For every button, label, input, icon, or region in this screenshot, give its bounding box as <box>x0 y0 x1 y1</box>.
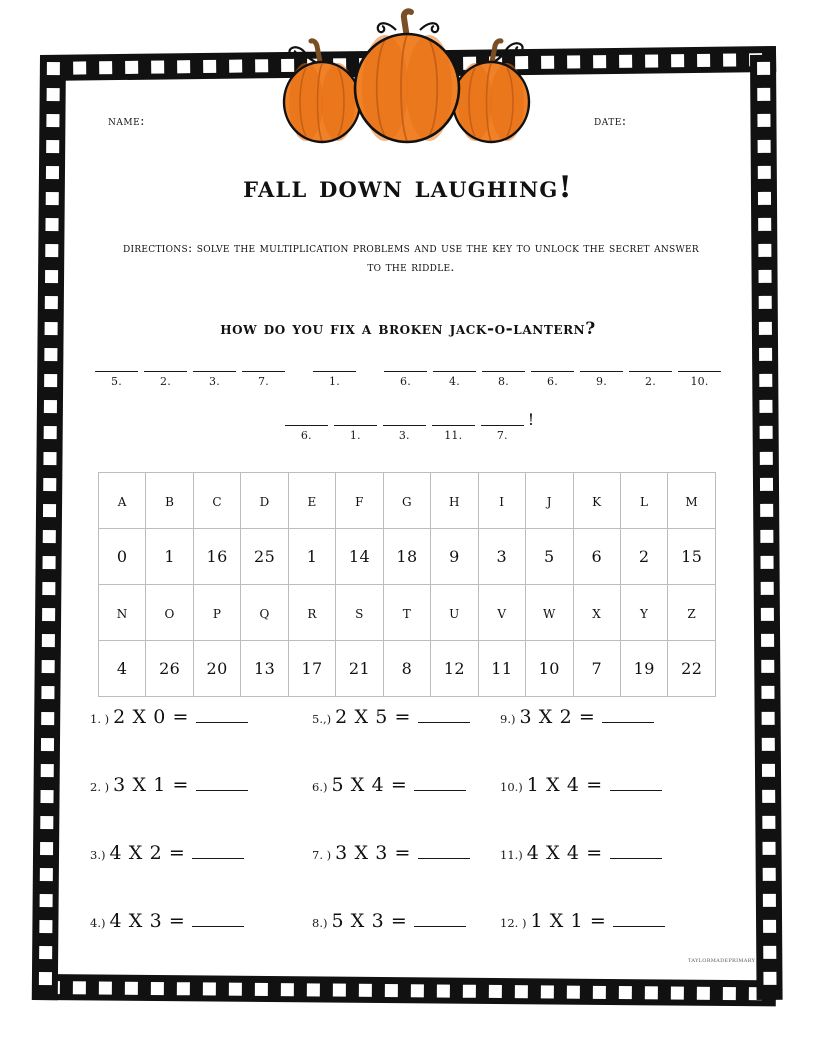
answer-blank-number: 1. <box>329 375 340 388</box>
border-dash <box>44 374 57 387</box>
border-dash <box>43 400 56 413</box>
key-letter-cell: u <box>431 585 478 641</box>
border-dash <box>567 985 580 998</box>
border-dash <box>44 348 57 361</box>
answer-blank-slot[interactable] <box>481 408 524 442</box>
border-dash <box>255 59 268 72</box>
answer-blank-slot[interactable] <box>629 354 672 388</box>
border-dash <box>763 972 776 985</box>
border-dash <box>758 322 771 335</box>
border-dash <box>42 504 55 517</box>
border-dash <box>759 374 772 387</box>
border-dash <box>697 986 710 999</box>
border-dash <box>38 972 51 985</box>
border-dash <box>40 764 53 777</box>
border-dash <box>229 982 242 995</box>
border-dash <box>757 114 770 127</box>
key-letter-cell: y <box>620 585 667 641</box>
border-dash <box>760 582 773 595</box>
problem-expression: 2 X 0 = <box>113 706 190 728</box>
answer-blank-number: 10. <box>690 375 709 388</box>
key-number-cell: 22 <box>668 641 716 697</box>
answer-blank-slot[interactable] <box>482 354 525 388</box>
key-number-cell: 13 <box>241 641 288 697</box>
table-row <box>99 529 716 585</box>
border-edge-bottom <box>40 974 776 1006</box>
problem-item <box>500 910 665 978</box>
border-dash <box>45 270 58 283</box>
problem-answer-blank[interactable] <box>414 775 466 791</box>
border-dash <box>593 55 606 68</box>
problem-item <box>90 842 248 910</box>
border-dash <box>41 660 54 673</box>
border-dash <box>46 88 59 101</box>
problem-item <box>500 706 665 774</box>
border-dash <box>411 984 424 997</box>
answer-blank-slot[interactable] <box>433 354 476 388</box>
border-dash <box>541 985 554 998</box>
border-dash <box>40 790 53 803</box>
answer-blank-number: 11. <box>444 429 463 442</box>
key-number-cell: 17 <box>288 641 335 697</box>
border-dash <box>762 868 775 881</box>
key-letter-cell: a <box>99 473 146 529</box>
border-dash <box>46 140 59 153</box>
problem-column-3 <box>500 706 665 978</box>
name-label: name: <box>108 114 146 129</box>
answer-blank-slot[interactable] <box>95 354 138 388</box>
border-dash <box>44 296 57 309</box>
border-dash <box>757 192 770 205</box>
key-number-cell: 0 <box>99 529 146 585</box>
border-dash <box>762 790 775 803</box>
border-dash <box>39 946 52 959</box>
key-letter-cell: i <box>478 473 525 529</box>
border-dash <box>437 984 450 997</box>
problem-number: 12. ) <box>500 916 527 930</box>
key-letter-cell: s <box>336 585 383 641</box>
directions-text: directions: solve the multiplication problems and use the key to unlock the secret answer to the riddle. <box>122 240 700 275</box>
answer-blank-slot[interactable] <box>678 354 721 388</box>
border-dash <box>762 842 775 855</box>
border-dash <box>203 59 216 72</box>
border-dash <box>761 660 774 673</box>
answer-blank-number: 7. <box>258 375 269 388</box>
worksheet-content <box>76 86 756 966</box>
answer-blank-number: 5. <box>111 375 122 388</box>
problem-column-2 <box>312 706 470 978</box>
key-number-cell: 1 <box>288 529 335 585</box>
border-dash <box>645 986 658 999</box>
border-dash <box>619 54 632 67</box>
border-dash <box>44 322 57 335</box>
problem-number: 8.) <box>312 916 328 930</box>
key-letter-cell: z <box>668 585 716 641</box>
border-dash <box>759 348 772 361</box>
answer-blank-line[interactable] <box>531 354 574 372</box>
answer-blank-slot[interactable] <box>193 354 236 388</box>
credit-text: taylormadeprimary <box>688 956 756 964</box>
exclamation-mark: ! <box>527 410 535 429</box>
answer-blank-number: 6. <box>547 375 558 388</box>
problem-expression: 4 X 3 = <box>109 910 186 932</box>
problem-item <box>312 774 470 842</box>
problem-answer-blank[interactable] <box>610 843 662 859</box>
problem-item <box>90 774 248 842</box>
answer-blank-slot[interactable] <box>285 408 328 442</box>
answer-blank-number: 2. <box>160 375 171 388</box>
problem-number: 7. ) <box>312 848 332 862</box>
border-dash <box>45 244 58 257</box>
table-row <box>99 473 716 529</box>
answer-blank-slot[interactable] <box>144 354 187 388</box>
border-dash <box>151 981 164 994</box>
problem-expression: 3 X 3 = <box>335 842 412 864</box>
border-dash <box>760 556 773 569</box>
answer-blank-number: 1. <box>349 429 361 442</box>
border-dash <box>45 192 58 205</box>
problem-expression: 5 X 4 = <box>331 774 408 796</box>
key-letter-cell: g <box>383 473 430 529</box>
border-dash <box>758 270 771 283</box>
border-dash <box>758 244 771 257</box>
border-dash <box>761 686 774 699</box>
key-number-cell: 1 <box>146 529 193 585</box>
border-dash <box>42 582 55 595</box>
border-dash <box>593 985 606 998</box>
key-number-cell: 20 <box>193 641 240 697</box>
decoder-key-table <box>98 472 716 697</box>
key-letter-cell: m <box>668 473 716 529</box>
key-letter-cell: h <box>431 473 478 529</box>
key-number-cell: 4 <box>99 641 146 697</box>
answer-blank-slot[interactable] <box>580 354 623 388</box>
answer-blank-number: 8. <box>498 375 509 388</box>
border-dash <box>759 400 772 413</box>
answer-blank-number: 7. <box>496 429 508 442</box>
key-letter-cell: x <box>573 585 620 641</box>
key-number-cell: 2 <box>620 529 667 585</box>
border-dash <box>757 62 770 75</box>
border-dash <box>73 981 86 994</box>
key-letter-cell: l <box>620 473 667 529</box>
answer-blank-number: 4. <box>449 375 460 388</box>
border-dash <box>359 983 372 996</box>
problem-item <box>500 774 665 842</box>
border-dash <box>671 54 684 67</box>
key-letter-cell: j <box>526 473 573 529</box>
border-dash <box>759 478 772 491</box>
key-letter-cell: c <box>193 473 240 529</box>
key-letter-cell: p <box>193 585 240 641</box>
border-dash <box>45 218 58 231</box>
riddle-question: how do you fix a broken jack-o-lantern? <box>220 319 596 339</box>
border-dash <box>40 816 53 829</box>
answer-blank-slot[interactable] <box>242 354 285 388</box>
answer-blank-line[interactable] <box>433 354 476 372</box>
answer-blank-line[interactable] <box>384 354 427 372</box>
problem-item <box>90 706 248 774</box>
border-dash <box>41 634 54 647</box>
border-dash <box>125 60 138 73</box>
problem-expression: 2 X 5 = <box>335 706 412 728</box>
key-number-cell: 8 <box>383 641 430 697</box>
border-dash <box>255 982 268 995</box>
problem-expression: 4 X 2 = <box>109 842 186 864</box>
border-dash <box>761 738 774 751</box>
border-dash <box>760 530 773 543</box>
problem-number: 9.) <box>500 712 516 726</box>
problem-number: 2. ) <box>90 780 110 794</box>
border-dash <box>757 88 770 101</box>
name-date-row <box>76 114 740 134</box>
problem-number: 4.) <box>90 916 106 930</box>
problem-answer-blank[interactable] <box>196 775 248 791</box>
problem-number: 3.) <box>90 848 106 862</box>
border-dash <box>760 504 773 517</box>
answer-blank-line[interactable] <box>482 354 525 372</box>
problem-answer-blank[interactable] <box>418 707 470 723</box>
key-letter-cell: e <box>288 473 335 529</box>
key-number-cell: 26 <box>146 641 193 697</box>
answer-blank-number: 6. <box>300 429 312 442</box>
problem-item <box>500 842 665 910</box>
border-dash <box>99 61 112 74</box>
problem-answer-blank[interactable] <box>613 911 665 927</box>
answer-blank-slot[interactable] <box>334 408 377 442</box>
border-dash <box>515 985 528 998</box>
answer-blank-line[interactable] <box>678 354 721 372</box>
border-dash <box>758 296 771 309</box>
border-dash <box>45 166 58 179</box>
border-dash <box>567 55 580 68</box>
answer-blank-number: 9. <box>596 375 607 388</box>
border-dash <box>40 842 53 855</box>
key-number-cell: 14 <box>336 529 383 585</box>
problem-expression: 5 X 3 = <box>331 910 408 932</box>
border-dash <box>762 894 775 907</box>
answer-blank-line[interactable] <box>285 408 328 426</box>
key-letter-cell: b <box>146 473 193 529</box>
problem-expression: 1 X 1 = <box>530 910 607 932</box>
problem-answer-blank[interactable] <box>192 911 244 927</box>
answer-blank-line[interactable] <box>580 354 623 372</box>
key-number-cell: 10 <box>526 641 573 697</box>
answer-blank-line[interactable] <box>144 354 187 372</box>
border-dash <box>46 62 59 75</box>
key-number-cell: 19 <box>620 641 667 697</box>
problem-number: 6.) <box>312 780 328 794</box>
key-number-cell: 3 <box>478 529 525 585</box>
border-dash <box>177 60 190 73</box>
answer-blank-line[interactable] <box>481 408 524 426</box>
key-number-cell: 9 <box>431 529 478 585</box>
border-dash <box>333 983 346 996</box>
key-number-cell: 12 <box>431 641 478 697</box>
answer-blank-line[interactable] <box>313 354 356 372</box>
problem-item <box>312 910 470 978</box>
answer-blank-line[interactable] <box>432 408 475 426</box>
key-letter-cell: w <box>526 585 573 641</box>
border-dash <box>763 946 776 959</box>
border-dash <box>151 60 164 73</box>
border-dash <box>385 984 398 997</box>
problem-answer-blank[interactable] <box>414 911 466 927</box>
border-dash <box>761 634 774 647</box>
problem-expression: 4 X 4 = <box>526 842 603 864</box>
key-number-cell: 6 <box>573 529 620 585</box>
problem-number: 1. ) <box>90 712 110 726</box>
problem-item <box>90 910 248 978</box>
problem-column-1 <box>90 706 248 978</box>
border-dash <box>46 114 59 127</box>
border-dash <box>307 983 320 996</box>
border-dash <box>759 426 772 439</box>
border-dash <box>762 816 775 829</box>
border-dash <box>723 986 736 999</box>
border-dash <box>203 982 216 995</box>
answer-blank-line[interactable] <box>193 354 236 372</box>
problem-number: 5.,) <box>312 712 332 726</box>
key-number-cell: 15 <box>668 529 716 585</box>
border-dash <box>177 982 190 995</box>
border-dash <box>489 984 502 997</box>
answer-blank-row-1 <box>76 354 740 388</box>
answer-blank-row-2 <box>76 408 740 442</box>
border-dash <box>40 738 53 751</box>
border-dash <box>43 478 56 491</box>
border-dash <box>763 920 776 933</box>
border-dash <box>671 986 684 999</box>
key-number-cell: 11 <box>478 641 525 697</box>
answer-blank-slot[interactable] <box>531 354 574 388</box>
border-dash <box>229 59 242 72</box>
answer-blank-number: 6. <box>400 375 411 388</box>
answer-blank-number: 3. <box>398 429 410 442</box>
problem-answer-blank[interactable] <box>610 775 662 791</box>
border-dash <box>39 894 52 907</box>
key-letter-cell: q <box>241 585 288 641</box>
key-number-cell: 21 <box>336 641 383 697</box>
problem-number: 11.) <box>500 848 523 862</box>
problem-answer-blank[interactable] <box>196 707 248 723</box>
answer-blank-slot[interactable] <box>313 354 356 388</box>
border-edge-left <box>32 55 66 1000</box>
problem-expression: 3 X 2 = <box>519 706 596 728</box>
border-dash <box>39 920 52 933</box>
answer-blank-line[interactable] <box>242 354 285 372</box>
border-dash <box>42 556 55 569</box>
answer-blank-line[interactable] <box>629 354 672 372</box>
key-letter-cell: v <box>478 585 525 641</box>
border-dash <box>761 712 774 725</box>
problem-expression: 3 X 1 = <box>113 774 190 796</box>
border-dash <box>760 608 773 621</box>
border-dash <box>761 764 774 777</box>
border-dash <box>43 452 56 465</box>
problem-answer-blank[interactable] <box>602 707 654 723</box>
key-letter-cell: d <box>241 473 288 529</box>
border-dash <box>43 426 56 439</box>
key-letter-cell: o <box>146 585 193 641</box>
border-edge-right <box>750 55 783 1000</box>
key-number-cell: 5 <box>526 529 573 585</box>
date-label: date: <box>594 114 627 129</box>
problem-expression: 1 X 4 = <box>526 774 603 796</box>
problem-item <box>312 842 470 910</box>
border-dash <box>463 984 476 997</box>
page-title: fall down laughing! <box>243 170 573 205</box>
answer-blank-slot[interactable] <box>384 354 427 388</box>
key-number-cell: 18 <box>383 529 430 585</box>
key-number-cell: 16 <box>193 529 240 585</box>
answer-blank-slot[interactable] <box>383 408 426 442</box>
border-dash <box>41 686 54 699</box>
border-dash <box>697 53 710 66</box>
table-row <box>99 641 716 697</box>
problem-answer-blank[interactable] <box>418 843 470 859</box>
border-dash <box>759 452 772 465</box>
key-letter-cell: r <box>288 585 335 641</box>
border-dash <box>619 986 632 999</box>
border-dash <box>758 218 771 231</box>
problem-number: 10.) <box>500 780 523 794</box>
answer-blank-line[interactable] <box>334 408 377 426</box>
answer-blank-line[interactable] <box>383 408 426 426</box>
problem-answer-blank[interactable] <box>192 843 244 859</box>
border-dash <box>645 54 658 67</box>
border-dash <box>39 868 52 881</box>
problem-item <box>312 706 470 774</box>
border-dash <box>41 712 54 725</box>
border-dash <box>42 530 55 543</box>
border-dash <box>757 140 770 153</box>
border-dash <box>281 983 294 996</box>
border-dash <box>42 608 55 621</box>
key-letter-cell: n <box>99 585 146 641</box>
border-dash <box>73 61 86 74</box>
table-row <box>99 585 716 641</box>
border-dash <box>723 53 736 66</box>
border-dash <box>757 166 770 179</box>
border-dash <box>125 981 138 994</box>
key-letter-cell: t <box>383 585 430 641</box>
answer-blank-number: 2. <box>645 375 656 388</box>
key-letter-cell: k <box>573 473 620 529</box>
key-letter-cell: f <box>336 473 383 529</box>
answer-blank-line[interactable] <box>95 354 138 372</box>
border-dash <box>99 981 112 994</box>
key-number-cell: 7 <box>573 641 620 697</box>
answer-blank-slot[interactable] <box>432 408 475 442</box>
answer-blank-number: 3. <box>209 375 220 388</box>
key-number-cell: 25 <box>241 529 288 585</box>
